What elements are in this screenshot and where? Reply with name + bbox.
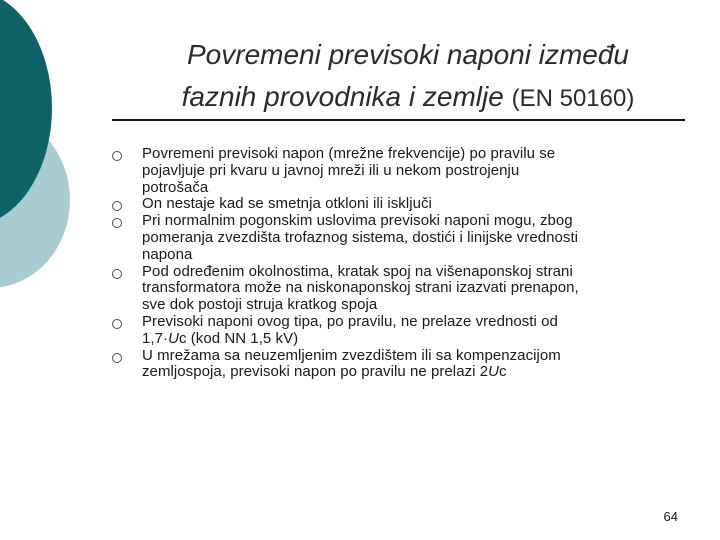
title-underline — [112, 119, 685, 121]
page-number: 64 — [663, 509, 678, 524]
bullet-item — [112, 213, 672, 263]
text-segment: Povremeni previsoki napon (mrežne frekvencije) po pravilu se pojavljuje pri kvaru u javnoj mreži ili u nekom postrojenju potrošača — [142, 145, 556, 196]
title-standard: (EN 50160) — [511, 85, 635, 112]
hollow-circle-bullet-icon — [112, 201, 122, 211]
bullet-text — [142, 146, 672, 196]
bullet-text — [142, 348, 672, 382]
hollow-circle-bullet-icon — [112, 151, 122, 161]
text-segment: U mrežama sa neuzemljenim zvezdištem ili sa kompenzacijom zemljospoja, previsoki napon po pravilu ne prelazi 2 — [142, 346, 561, 381]
hollow-circle-bullet-icon — [112, 218, 122, 228]
hollow-circle-bullet-icon — [112, 353, 122, 363]
slide-title — [108, 34, 708, 120]
decorative-circles — [0, 0, 120, 300]
text-segment: Pod određenim okolnostima, kratak spoj na višenaponskoj strani transformatora može na niskonaponskoj strani izazvati prenapon, sve dok postoji struja kratkog spoja — [142, 262, 579, 314]
bullet-list — [112, 146, 672, 381]
bullet-item — [112, 314, 672, 348]
text-segment: c (kod NN 1,5 kV) — [178, 329, 299, 347]
text-segment: On nestaje kad se smetnja otkloni ili isključi — [142, 195, 432, 213]
bullet-text — [142, 196, 672, 213]
italic-symbol: U — [168, 329, 179, 347]
bullet-item — [112, 348, 672, 382]
bullet-text — [142, 213, 672, 263]
bullet-text — [142, 264, 672, 314]
text-segment: Previsoki naponi ovog tipa, po pravilu, ne prelaze vrednosti od 1,7· — [142, 312, 558, 347]
bullet-item — [112, 264, 672, 314]
text-segment: Pri normalnim pogonskim uslovima previsoki naponi mogu, zbog pomeranja zvezdišta trofaznog sistema, dostići i linijske vrednosti napona — [142, 212, 579, 263]
text-segment: c — [499, 363, 507, 381]
title-line-2-main: faznih provodnika i zemlje — [181, 81, 504, 112]
hollow-circle-bullet-icon — [112, 319, 122, 329]
italic-symbol: U — [488, 363, 500, 381]
bullet-item — [112, 146, 672, 196]
bullet-item — [112, 196, 672, 213]
title-line-2 — [108, 76, 708, 120]
title-line-1: Povremeni previsoki naponi između — [187, 39, 629, 70]
bullet-text — [142, 314, 672, 348]
hollow-circle-bullet-icon — [112, 269, 122, 279]
